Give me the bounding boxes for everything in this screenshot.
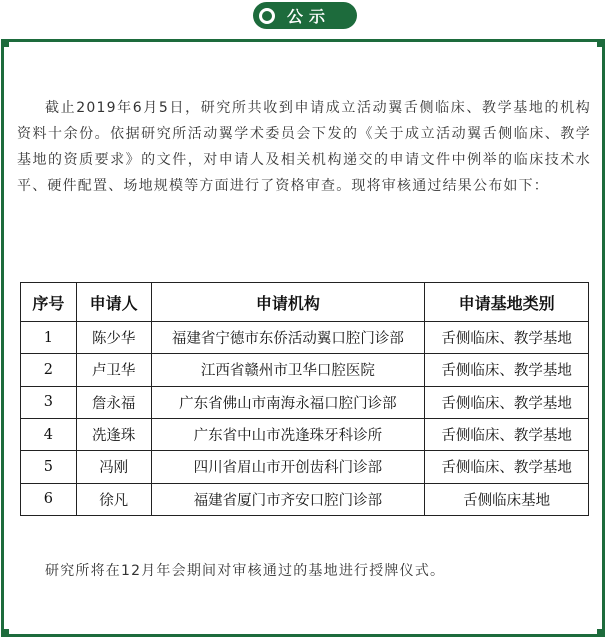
header-institution: 申请机构 [151,283,425,322]
frame-corner-bottom-left [1,629,9,637]
cell-base-type: 舌侧临床基地 [425,483,589,515]
cell-base-type: 舌侧临床、教学基地 [425,322,589,354]
table-row [21,451,589,483]
header-index: 序号 [21,283,77,322]
notice-title: 公示 [287,7,332,26]
cell-index: 1 [21,322,77,354]
cell-applicant: 冼逢珠 [76,418,151,450]
cell-base-type: 舌侧临床、教学基地 [425,451,589,483]
frame-corner-top-right [597,39,605,47]
cell-index: 2 [21,354,77,386]
cell-applicant: 陈少华 [76,322,151,354]
cell-base-type: 舌侧临床、教学基地 [425,354,589,386]
cell-applicant: 徐凡 [76,483,151,515]
cell-index: 4 [21,418,77,450]
cell-institution: 福建省厦门市齐安口腔门诊部 [151,483,425,515]
cell-base-type: 舌侧临床、教学基地 [425,418,589,450]
cell-applicant: 冯刚 [76,451,151,483]
intro-paragraph: 截止2019年6月5日，研究所共收到申请成立活动翼舌侧临床、教学基地的机构资料十余份。依据研究所活动翼学术委员会下发的《关于成立活动翼舌侧临床、教学基地的资质要求》的文件，对申请人及相关机构递交的申请文件中例举的临床技术水平、硬件配置、场地规模等方面进行了资格审查。现将审核通过结果公布如下： [17,100,591,194]
table-row [21,418,589,450]
header-base-type: 申请基地类别 [425,283,589,322]
table-row [21,386,589,418]
cell-index: 5 [21,451,77,483]
cell-applicant: 詹永福 [76,386,151,418]
table-row [21,322,589,354]
cell-institution: 广东省佛山市南海永福口腔门诊部 [151,386,425,418]
cell-institution: 江西省赣州市卫华口腔医院 [151,354,425,386]
table-row [21,483,589,515]
cell-institution: 福建省宁德市东侨活动翼口腔门诊部 [151,322,425,354]
footer-note: 研究所将在12月年会期间对审核通过的基地进行授牌仪式。 [45,563,446,579]
cell-base-type: 舌侧临床、教学基地 [425,386,589,418]
cell-index: 6 [21,483,77,515]
table-row [21,354,589,386]
cell-institution: 四川省眉山市开创齿科门诊部 [151,451,425,483]
circle-icon [259,8,275,24]
frame-corner-bottom-right [597,629,605,637]
cell-institution: 广东省中山市冼逢珠牙科诊所 [151,418,425,450]
header-applicant: 申请人 [76,283,151,322]
table-header-row [21,283,589,322]
notice-badge [253,2,357,29]
frame-corner-top-left [1,39,9,47]
cell-index: 3 [21,386,77,418]
results-table [20,282,589,516]
cell-applicant: 卢卫华 [76,354,151,386]
